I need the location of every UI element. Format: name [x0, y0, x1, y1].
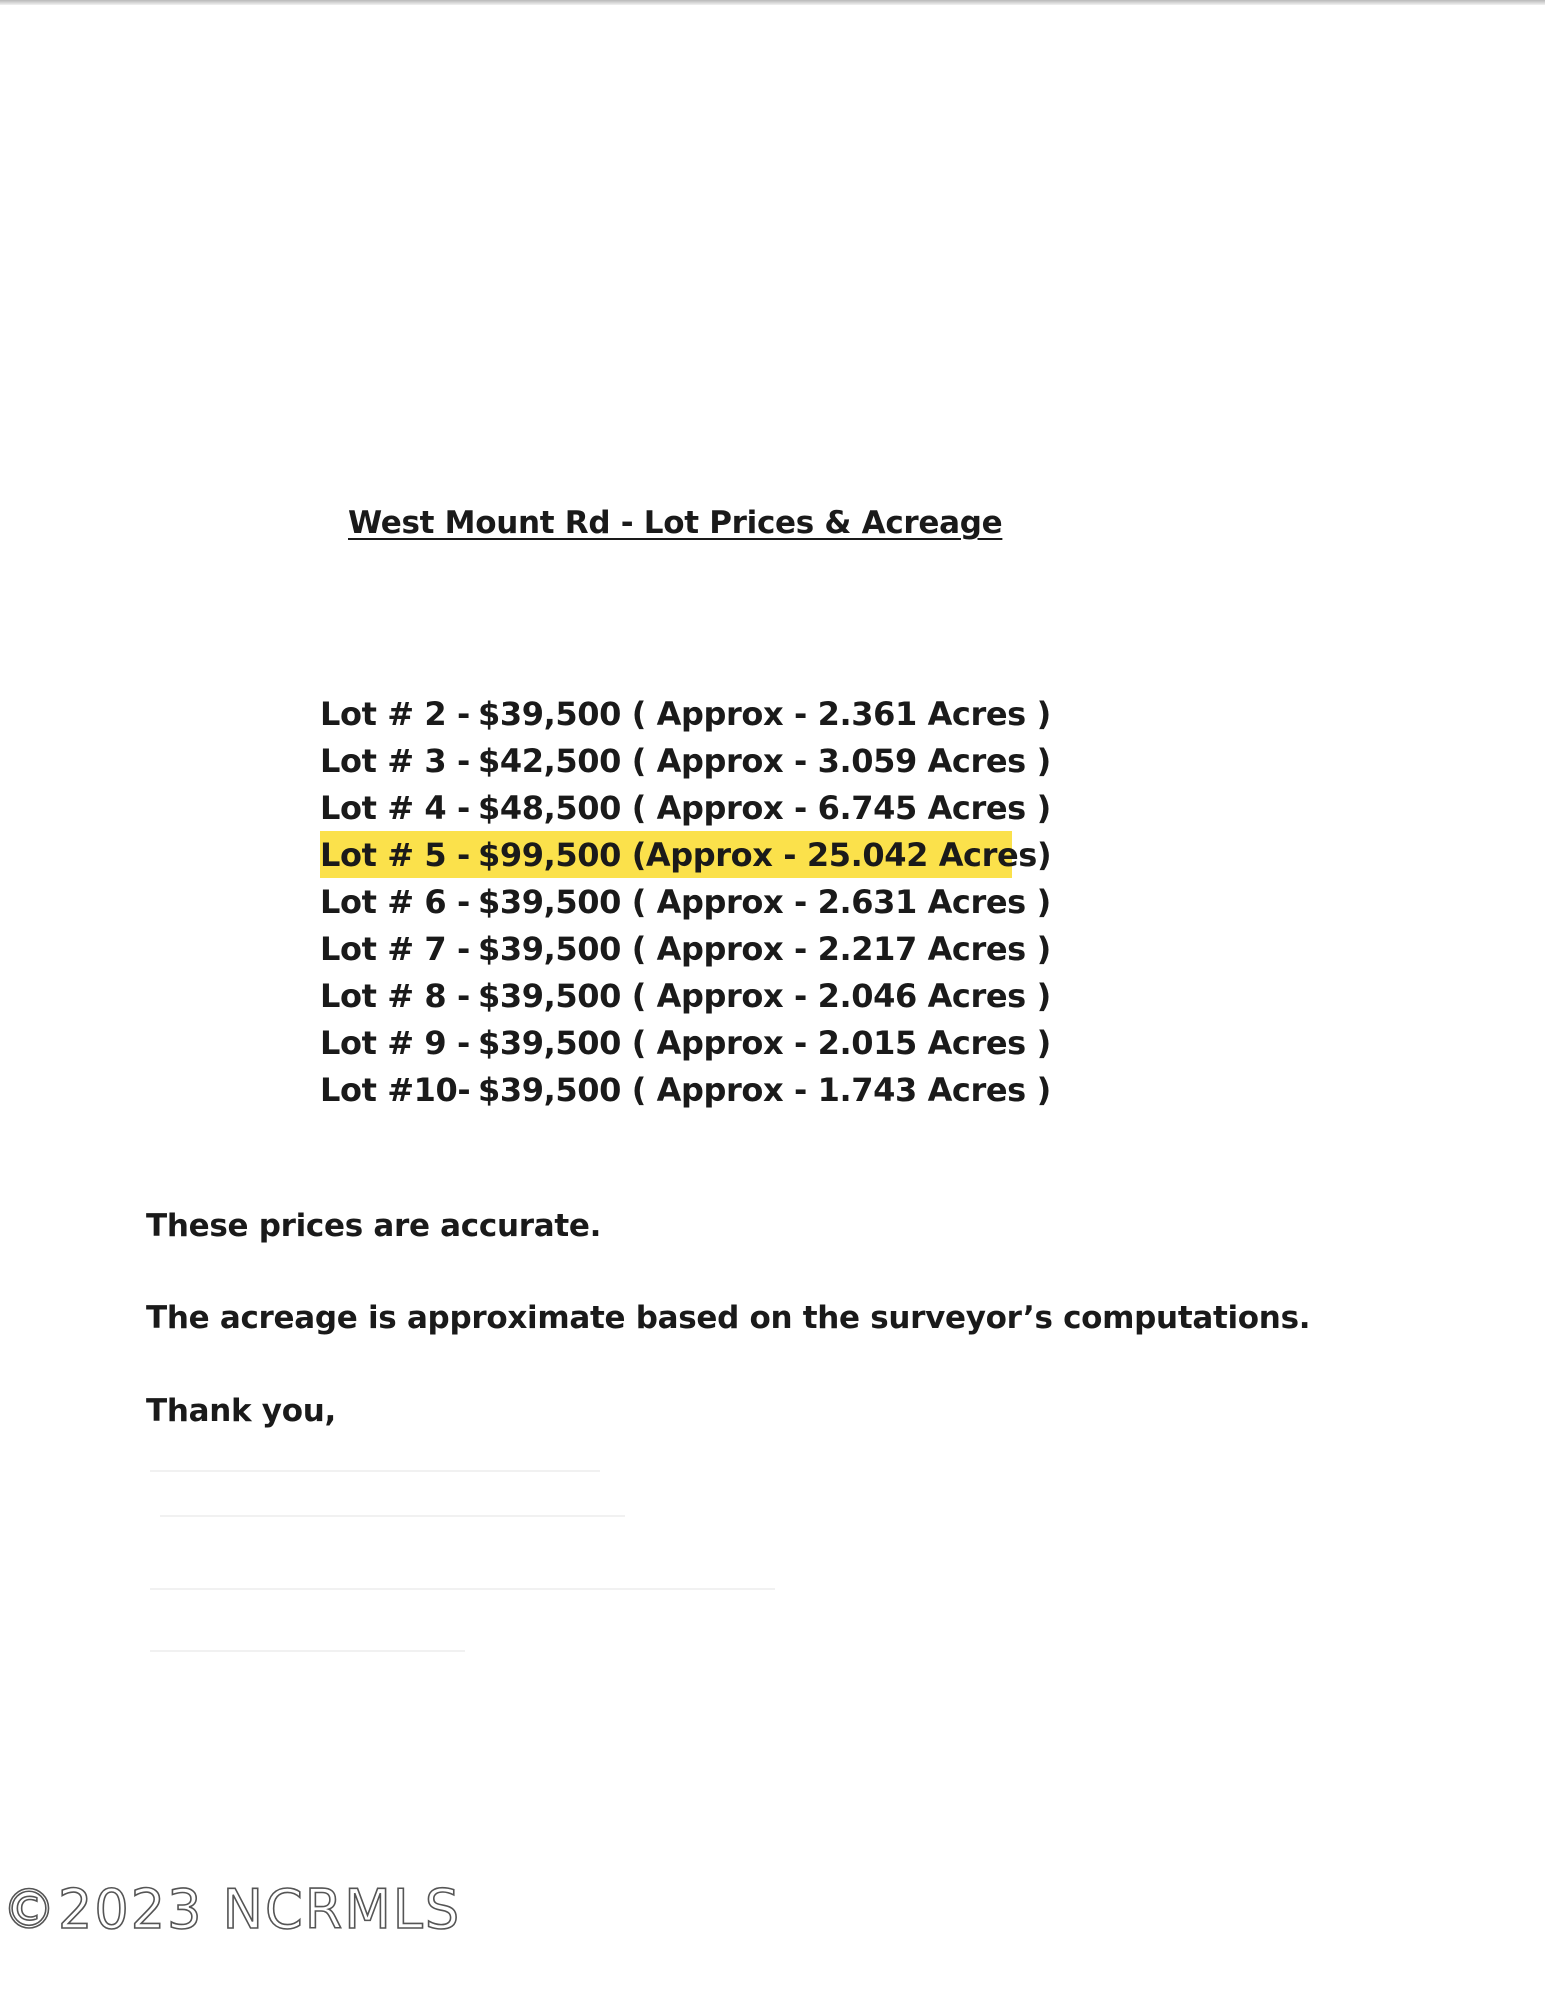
page-title: West Mount Rd - Lot Prices & Acreage	[348, 505, 1003, 541]
lot-label: Lot # 4 -	[320, 788, 470, 827]
lot-row	[320, 1019, 1051, 1066]
lot-price-acreage: $39,500 ( Approx - 2.046 Acres )	[478, 976, 1051, 1015]
lot-row-highlighted	[320, 831, 1052, 878]
lot-label: Lot # 2 -	[320, 694, 470, 733]
lot-row	[320, 737, 1051, 784]
lot-row	[320, 925, 1051, 972]
lot-label: Lot # 8 -	[320, 976, 470, 1015]
lot-row	[320, 784, 1051, 831]
lot-label: Lot #10-	[320, 1070, 471, 1109]
lot-price-acreage: $39,500 ( Approx - 2.015 Acres )	[478, 1023, 1051, 1062]
lot-row	[320, 972, 1051, 1019]
faded-signature-line	[150, 1588, 775, 1590]
closing-text: Thank you,	[146, 1393, 336, 1429]
lot-price-acreage: $99,500 (Approx - 25.042 Acres)	[478, 835, 1052, 874]
lot-label: Lot # 5 -	[320, 835, 470, 874]
lot-label: Lot # 9 -	[320, 1023, 470, 1062]
lot-row	[320, 878, 1051, 925]
lot-price-acreage: $42,500 ( Approx - 3.059 Acres )	[478, 741, 1051, 780]
lot-price-acreage: $48,500 ( Approx - 6.745 Acres )	[478, 788, 1051, 827]
lot-price-list	[320, 690, 1052, 1113]
lot-row	[320, 690, 1051, 737]
faded-signature-line	[150, 1650, 465, 1652]
prices-accurate-note: These prices are accurate.	[146, 1208, 602, 1244]
lot-row	[320, 1066, 1051, 1113]
lot-label: Lot # 3 -	[320, 741, 470, 780]
scan-top-edge	[0, 0, 1545, 5]
lot-price-acreage: $39,500 ( Approx - 1.743 Acres )	[478, 1070, 1051, 1109]
lot-label: Lot # 6 -	[320, 882, 470, 921]
lot-price-acreage: $39,500 ( Approx - 2.631 Acres )	[478, 882, 1051, 921]
faded-signature-line	[150, 1470, 600, 1472]
lot-label: Lot # 7 -	[320, 929, 470, 968]
faded-signature-line	[160, 1515, 625, 1517]
copyright-watermark: ©2023 NCRMLS	[2, 1878, 462, 1941]
acreage-approximate-note: The acreage is approximate based on the surveyor’s computations.	[146, 1300, 1311, 1336]
lot-price-acreage: $39,500 ( Approx - 2.361 Acres )	[478, 694, 1051, 733]
lot-price-acreage: $39,500 ( Approx - 2.217 Acres )	[478, 929, 1051, 968]
